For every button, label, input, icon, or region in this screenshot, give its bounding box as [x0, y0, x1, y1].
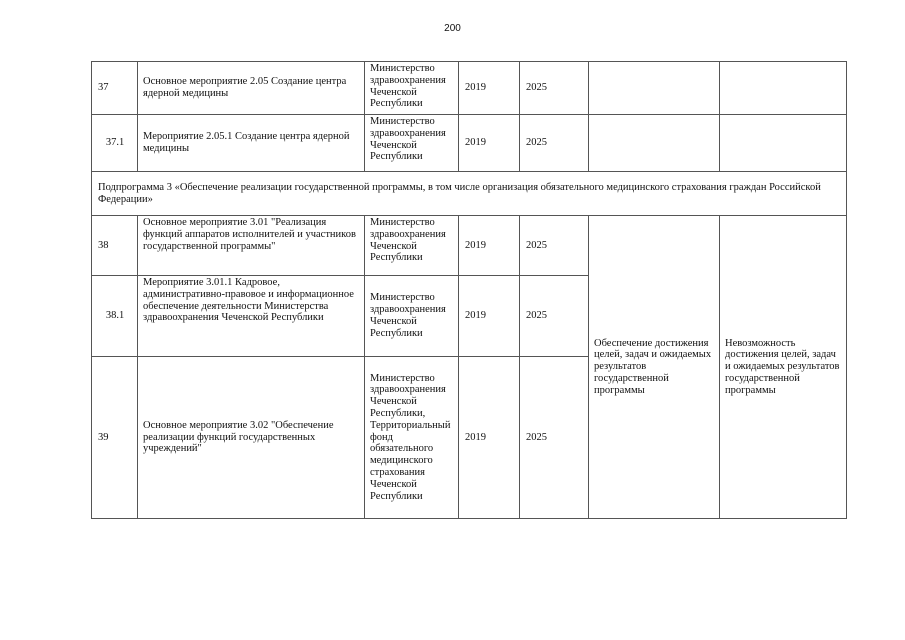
expected-result: Обеспечение достижения целей, задач и ожидаемых результатов государственной программы [589, 216, 720, 519]
table-row [92, 216, 847, 276]
measures-table [91, 61, 847, 519]
executor: Министерство здравоохранения Чеченской Республики [365, 216, 459, 276]
risk-cell [720, 62, 847, 115]
subprogram-title: Подпрограмма 3 «Обеспечение реализации государственной программы, в том числе организация обязательного медицинского страхования граждан Российской Федерации» [92, 172, 847, 216]
measure-name: Мероприятие 2.05.1 Создание центра ядерной медицины [138, 115, 365, 172]
end-year: 2025 [520, 115, 589, 172]
executor: Министерство здравоохранения Чеченской Республики [365, 276, 459, 357]
start-year: 2019 [459, 357, 520, 519]
row-number: 37 [92, 62, 138, 115]
start-year: 2019 [459, 276, 520, 357]
measure-name: Мероприятие 3.01.1 Кадровое, административно-правовое и информационное обеспечение деятельности Министерства здравоохранения Чеченской Республики [138, 276, 365, 357]
start-year: 2019 [459, 115, 520, 172]
measure-name: Основное мероприятие 3.02 "Обеспечение реализации функций государственных учреждений" [138, 357, 365, 519]
table-row [92, 62, 847, 115]
table-row [92, 115, 847, 172]
end-year: 2025 [520, 62, 589, 115]
row-number: 38 [92, 216, 138, 276]
result-cell [589, 115, 720, 172]
measure-name: Основное мероприятие 3.01 "Реализация функций аппаратов исполнителей и участников государственной программы" [138, 216, 365, 276]
result-cell [589, 62, 720, 115]
executor: Министерство здравоохранения Чеченской Республики, Территориальный фонд обязательного медицинского страхования Чеченской Республики [365, 357, 459, 519]
start-year: 2019 [459, 62, 520, 115]
measure-name: Основное мероприятие 2.05 Создание центра ядерной медицины [138, 62, 365, 115]
end-year: 2025 [520, 276, 589, 357]
row-number: 37.1 [92, 115, 138, 172]
end-year: 2025 [520, 357, 589, 519]
risk-consequence: Невозможность достижения целей, задач и ожидаемых результатов государственной программы [720, 216, 847, 519]
page-number: 200 [444, 23, 461, 34]
executor: Министерство здравоохранения Чеченской Республики [365, 115, 459, 172]
end-year: 2025 [520, 216, 589, 276]
subprogram-row [92, 172, 847, 216]
row-number: 38.1 [92, 276, 138, 357]
start-year: 2019 [459, 216, 520, 276]
risk-cell [720, 115, 847, 172]
row-number: 39 [92, 357, 138, 519]
executor: Министерство здравоохранения Чеченской Республики [365, 62, 459, 115]
